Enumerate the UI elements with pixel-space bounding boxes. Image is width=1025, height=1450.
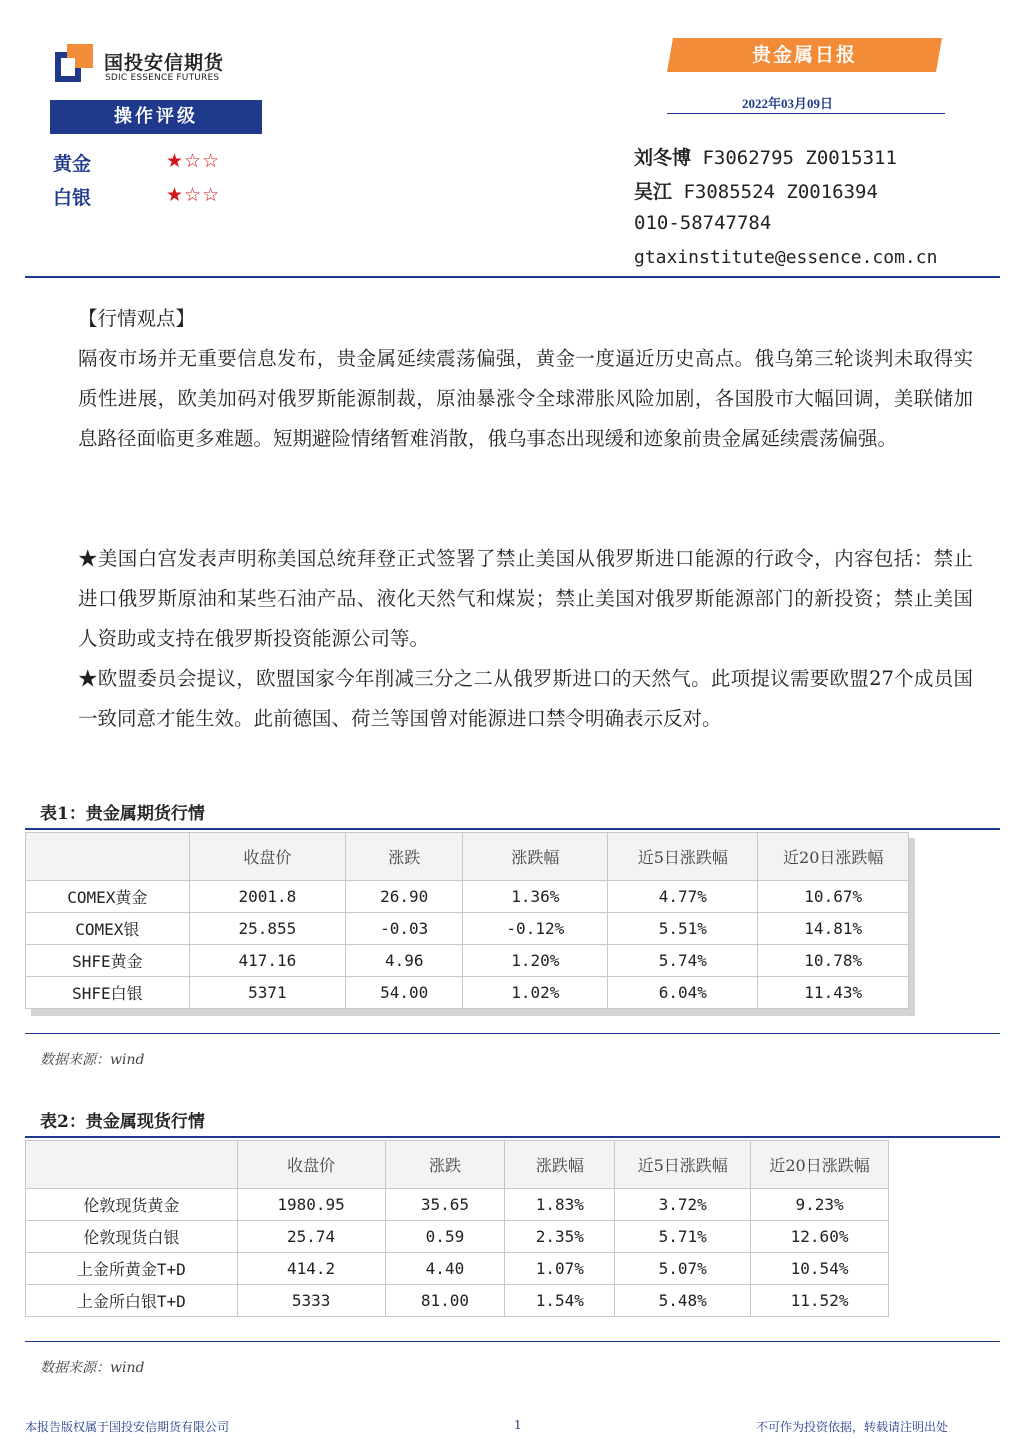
table-row — [26, 1221, 889, 1253]
report-date: 2022年03月09日 — [742, 96, 834, 111]
company-name-cn: 国投安信期货 — [104, 52, 225, 74]
analyst-ids: F3062795 Z0015311 — [702, 147, 897, 169]
table-header-cell: 近20日涨跌幅 — [751, 1141, 889, 1189]
table-cell: 417.16 — [189, 945, 345, 977]
table-cell: 54.00 — [346, 977, 463, 1009]
table-header-cell: 涨跌幅 — [505, 1141, 615, 1189]
rating-metal-gold: 黄金 — [53, 153, 92, 175]
table-cell: 3.72% — [615, 1189, 751, 1221]
table-cell: 上金所白银T+D — [26, 1285, 238, 1317]
table-cell: 10.78% — [758, 945, 909, 977]
table-cell: 5333 — [237, 1285, 385, 1317]
footer-page-number: 1 — [514, 1418, 522, 1432]
table-row — [26, 1189, 889, 1221]
table-header-cell: 涨跌 — [346, 833, 463, 881]
table1-source: 数据来源：wind — [40, 1052, 145, 1068]
table-cell: 1.83% — [505, 1189, 615, 1221]
table-cell: 5371 — [189, 977, 345, 1009]
table-row — [26, 881, 909, 913]
table-cell: 10.54% — [751, 1253, 889, 1285]
table-header-cell — [26, 833, 190, 881]
table-header-cell: 涨跌 — [385, 1141, 505, 1189]
rating-title: 操作评级 — [50, 100, 262, 134]
table-cell: 5.07% — [615, 1253, 751, 1285]
contact-phone: 010-58747784 — [634, 212, 772, 234]
table-cell: 11.52% — [751, 1285, 889, 1317]
analyst-name: 吴江 — [634, 181, 673, 203]
table-header-cell: 涨跌幅 — [463, 833, 608, 881]
table1-title: 表1：贵金属期货行情 — [40, 804, 205, 824]
analyst-2 — [634, 177, 878, 204]
table-cell: 5.74% — [608, 945, 758, 977]
table2-title: 表2：贵金属现货行情 — [40, 1112, 205, 1132]
table-cell: 1.20% — [463, 945, 608, 977]
table-cell: 上金所黄金T+D — [26, 1253, 238, 1285]
table-cell: 35.65 — [385, 1189, 505, 1221]
table-row — [26, 945, 909, 977]
table-row — [26, 977, 909, 1009]
table-cell: 2.35% — [505, 1221, 615, 1253]
table-cell: 14.81% — [758, 913, 909, 945]
table-cell: 81.00 — [385, 1285, 505, 1317]
header-divider — [25, 276, 1000, 278]
table-cell: 25.855 — [189, 913, 345, 945]
footer-copyright: 本报告版权属于国投安信期货有限公司 — [25, 1420, 230, 1434]
table-cell: 5.71% — [615, 1221, 751, 1253]
footer-disclaimer: 不可作为投资依据，转载请注明出处 — [756, 1420, 949, 1434]
table-cell: 5.51% — [608, 913, 758, 945]
table-cell: 25.74 — [237, 1221, 385, 1253]
table-cell: COMEX银 — [26, 913, 190, 945]
spot-table — [25, 1140, 889, 1317]
table2-source: 数据来源：wind — [40, 1360, 145, 1376]
table-row — [26, 1253, 889, 1285]
table-header-cell — [26, 1141, 238, 1189]
table-header-cell: 近5日涨跌幅 — [608, 833, 758, 881]
table-cell: 9.23% — [751, 1189, 889, 1221]
table-cell: 1.07% — [505, 1253, 615, 1285]
rating-stars-gold: ★☆☆ — [166, 150, 221, 172]
table-header-cell: 收盘价 — [237, 1141, 385, 1189]
futures-table — [25, 832, 909, 1009]
company-name-en: SDIC ESSENCE FUTURES — [105, 73, 220, 83]
table-cell: 1.54% — [505, 1285, 615, 1317]
market-view-paragraph: 隔夜市场并无重要信息发布，贵金属延续震荡偏强，黄金一度逼近历史高点。俄乌第三轮谈判未取得实质性进展，欧美加码对俄罗斯能源制裁，原油暴涨令全球滞胀风险加剧，各国股市大幅回调，美联储加息路径面临更多难题。短期避险情绪暂难消散，俄乌事态出现缓和迹象前贵金属延续震荡偏强。 — [78, 347, 973, 450]
table-header-cell: 近20日涨跌幅 — [758, 833, 909, 881]
table-cell: 11.43% — [758, 977, 909, 1009]
table-cell: COMEX黄金 — [26, 881, 190, 913]
table-cell: 4.77% — [608, 881, 758, 913]
analyst-name: 刘冬博 — [634, 147, 692, 169]
table2-bottom-rule — [25, 1341, 1000, 1342]
table-cell: 4.40 — [385, 1253, 505, 1285]
table-cell: 10.67% — [758, 881, 909, 913]
table-cell: 414.2 — [237, 1253, 385, 1285]
table-cell: 12.60% — [751, 1221, 889, 1253]
table-cell: SHFE白银 — [26, 977, 190, 1009]
table1-top-rule — [25, 828, 1000, 830]
analyst-ids: F3085524 Z0016394 — [683, 181, 878, 203]
section-heading: 【行情观点】 — [78, 307, 196, 330]
table-header-cell: 收盘价 — [189, 833, 345, 881]
table-cell: 1.02% — [463, 977, 608, 1009]
report-title: 贵金属日报 — [751, 44, 857, 66]
rating-stars-silver: ★☆☆ — [166, 184, 221, 206]
news-paragraph-1: ★美国白宫发表声明称美国总统拜登正式签署了禁止美国从俄罗斯进口能源的行政令，内容包括：禁止进口俄罗斯原油和某些石油产品、液化天然气和煤炭；禁止美国对俄罗斯能源部门的新投资；禁止美国人资助或支持在俄罗斯投资能源公司等。 — [78, 547, 973, 650]
table-cell: 伦敦现货白银 — [26, 1221, 238, 1253]
table-cell: -0.03 — [346, 913, 463, 945]
company-logo-icon — [55, 44, 93, 82]
table-cell: 0.59 — [385, 1221, 505, 1253]
table-cell: SHFE黄金 — [26, 945, 190, 977]
table-cell: 2001.8 — [189, 881, 345, 913]
table-cell: 伦敦现货黄金 — [26, 1189, 238, 1221]
contact-email[interactable]: gtaxinstitute@essence.com.cn — [634, 247, 938, 268]
table-cell: 5.48% — [615, 1285, 751, 1317]
table-row — [26, 1285, 889, 1317]
table-header-cell: 近5日涨跌幅 — [615, 1141, 751, 1189]
analyst-1 — [634, 143, 897, 170]
table1-bottom-rule — [25, 1033, 1000, 1034]
table-cell: 26.90 — [346, 881, 463, 913]
table-cell: 4.96 — [346, 945, 463, 977]
table2-top-rule — [25, 1136, 1000, 1138]
table-cell: 6.04% — [608, 977, 758, 1009]
news-paragraph-2: ★欧盟委员会提议，欧盟国家今年削减三分之二从俄罗斯进口的天然气。此项提议需要欧盟27个成员国一致同意才能生效。此前德国、荷兰等国曾对能源进口禁令明确表示反对。 — [78, 667, 973, 730]
table-row — [26, 913, 909, 945]
rating-metal-silver: 白银 — [53, 187, 92, 209]
date-underline — [667, 113, 945, 114]
table-cell: 1980.95 — [237, 1189, 385, 1221]
table-cell: -0.12% — [463, 913, 608, 945]
table-cell: 1.36% — [463, 881, 608, 913]
